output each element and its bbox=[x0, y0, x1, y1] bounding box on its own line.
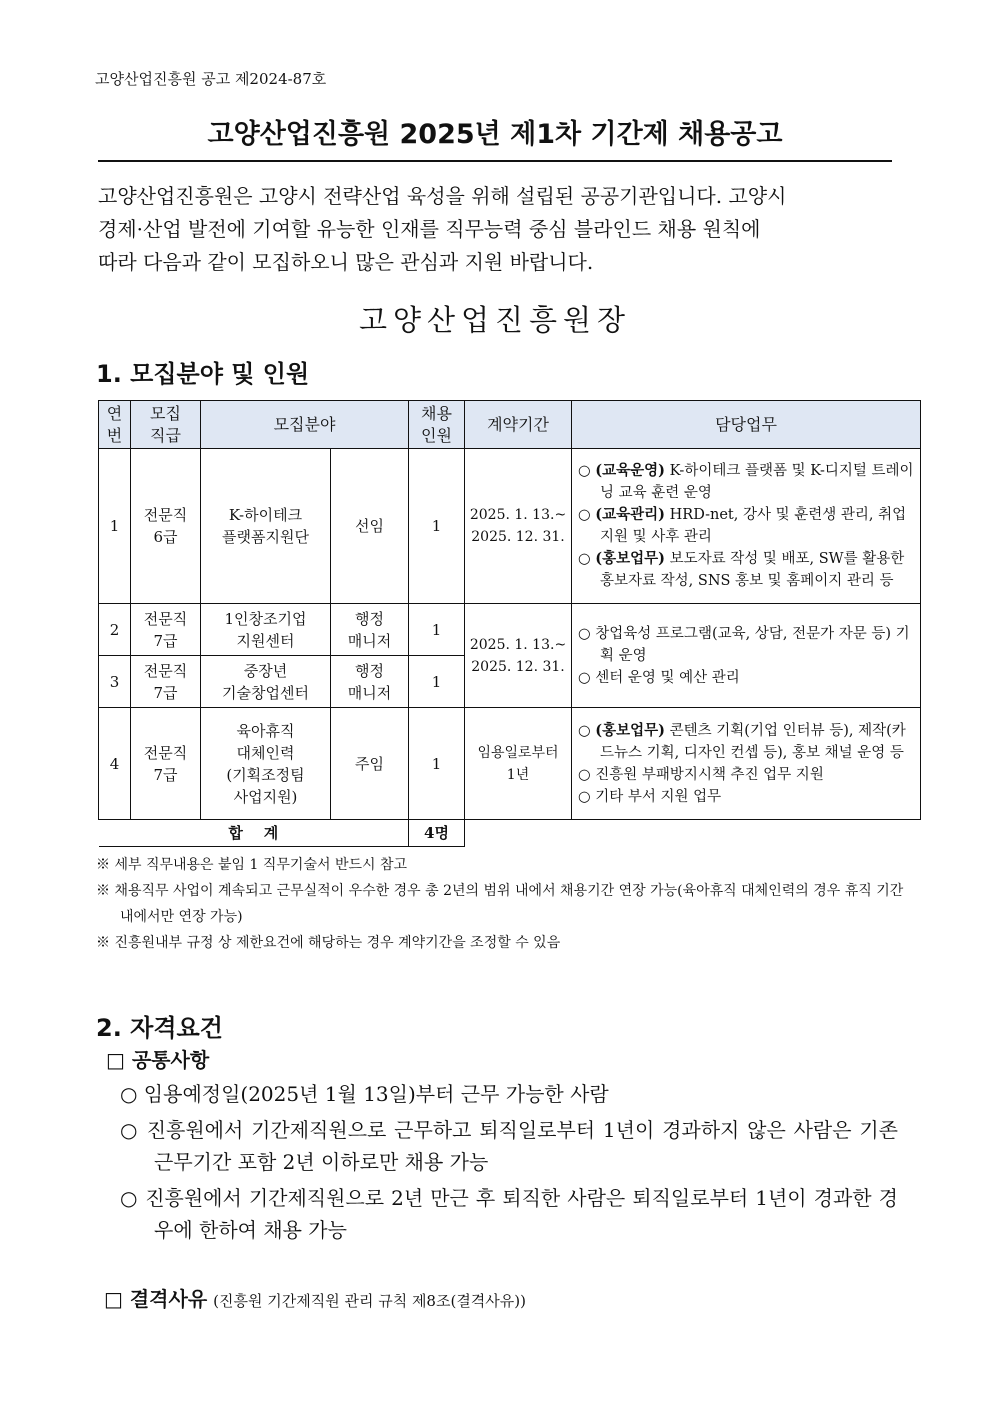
table-row bbox=[99, 604, 921, 656]
row-count: 1 bbox=[409, 708, 465, 820]
header-no: 연 번 bbox=[99, 401, 131, 449]
table-total-row bbox=[99, 820, 921, 847]
row-period: 2025. 1. 13.~ 2025. 12. 31. bbox=[465, 604, 572, 708]
intro-paragraph bbox=[98, 180, 896, 279]
intro-line: 고양산업진흥원은 고양시 전략산업 육성을 위해 설립된 공공기관입니다. 고양시 bbox=[98, 184, 787, 208]
row-dept: K-하이테크 플랫폼지원단 bbox=[201, 449, 331, 604]
total-label: 합 계 bbox=[99, 820, 409, 847]
table-row bbox=[99, 708, 921, 820]
row-grade: 전문직 7급 bbox=[131, 656, 201, 708]
duty-item: ○ 기타 부서 지원 업무 bbox=[578, 788, 722, 805]
row-no: 2 bbox=[99, 604, 131, 656]
header-count: 채용 인원 bbox=[409, 401, 465, 449]
note: ※ 세부 직무내용은 붙임 1 직무기술서 반드시 참고 bbox=[96, 857, 408, 873]
duty-item: ○ 진흥원 부패방지시책 추진 업무 지원 bbox=[578, 766, 824, 783]
intro-line: 경제·산업 발전에 기여할 유능한 인재를 직무능력 중심 블라인드 채용 원칙에 bbox=[98, 217, 761, 241]
common-requirements-heading: □ 공통사항 bbox=[106, 1048, 210, 1072]
signer: 고양산업진흥원장 bbox=[358, 303, 632, 337]
row-count: 1 bbox=[409, 656, 465, 708]
note: ※ 채용직무 사업이 계속되고 근무실적이 우수한 경우 총 2년의 범위 내에서 채용기간 연장 가능(육아휴직 대체인력의 경우 휴직 기간 내에서만 연장 가능) bbox=[96, 883, 904, 925]
table-header-row bbox=[99, 401, 921, 449]
row-duties bbox=[572, 604, 921, 708]
duty-item: ○ (교육운영) K-하이테크 플랫폼 및 K-디지털 트레이닝 교육 훈련 운영 bbox=[578, 462, 914, 501]
duty-item: ○ 센터 운영 및 예산 관리 bbox=[578, 669, 740, 686]
requirement-item: ○ 진흥원에서 기간제직원으로 근무하고 퇴직일로부터 1년이 경과하지 않은 사람은 기존 근무기간 포함 2년 이하로만 채용 가능 bbox=[120, 1118, 898, 1174]
duty-item: ○ (홍보업무) 콘텐츠 기획(기업 인터뷰 등), 제작(카드뉴스 기획, 디자인 컨셉 등), 홍보 채널 운영 등 bbox=[578, 721, 906, 761]
intro-line: 따라 다음과 같이 모집하오니 많은 관심과 지원 바랍니다. bbox=[98, 250, 594, 274]
row-duties bbox=[572, 449, 921, 604]
notice-number: 고양산업진흥원 공고 제2024-87호 bbox=[95, 70, 327, 88]
total-empty bbox=[465, 820, 921, 847]
row-no: 3 bbox=[99, 656, 131, 708]
row-dept: 중장년 기술창업센터 bbox=[201, 656, 331, 708]
row-no: 1 bbox=[99, 449, 131, 604]
row-role: 주임 bbox=[331, 708, 409, 820]
row-count: 1 bbox=[409, 449, 465, 604]
total-count: 4명 bbox=[409, 820, 465, 847]
note: ※ 진흥원내부 규정 상 제한요건에 해당하는 경우 계약기간을 조정할 수 있음 bbox=[96, 935, 561, 951]
row-grade: 전문직 7급 bbox=[131, 604, 201, 656]
row-role: 행정 매니저 bbox=[331, 656, 409, 708]
recruitment-table bbox=[98, 400, 921, 847]
row-dept: 1인창조기업 지원센터 bbox=[201, 604, 331, 656]
duty-item: ○ (교육관리) HRD-net, 강사 및 훈련생 관리, 취업 지원 및 사후 관리 bbox=[578, 506, 907, 545]
table-row bbox=[99, 449, 921, 604]
row-duties bbox=[572, 708, 921, 820]
header-field: 모집분야 bbox=[201, 401, 409, 449]
page-title: 고양산업진흥원 2025년 제1차 기간제 채용공고 bbox=[207, 119, 783, 150]
disqualification-title: □ 결격사유 bbox=[104, 1287, 208, 1311]
title-divider bbox=[98, 160, 892, 162]
section-1-title: 1. 모집분야 및 인원 bbox=[96, 360, 310, 388]
disqualification-reference: (진흥원 기간제직원 관리 규칙 제8조(결격사유)) bbox=[213, 1292, 526, 1310]
header-grade: 모집 직급 bbox=[131, 401, 201, 449]
row-count: 1 bbox=[409, 604, 465, 656]
row-dept: 육아휴직 대체인력 (기획조정팀 사업지원) bbox=[201, 708, 331, 820]
disqualification-heading bbox=[104, 1283, 526, 1312]
row-grade: 전문직 6급 bbox=[131, 449, 201, 604]
row-role: 행정 매니저 bbox=[331, 604, 409, 656]
row-role: 선임 bbox=[331, 449, 409, 604]
header-duty: 담당업무 bbox=[572, 401, 921, 449]
requirement-item: ○ 임용예정일(2025년 1월 13일)부터 근무 가능한 사람 bbox=[120, 1082, 609, 1106]
common-requirements-list bbox=[120, 1078, 898, 1250]
row-period: 임용일로부터 1년 bbox=[465, 708, 572, 820]
row-period: 2025. 1. 13.~ 2025. 12. 31. bbox=[465, 449, 572, 604]
row-grade: 전문직 7급 bbox=[131, 708, 201, 820]
duty-item: ○ (홍보업무) 보도자료 작성 및 배포, SW를 활용한 홍보자료 작성, SNS 홍보 및 홈페이지 관리 등 bbox=[578, 550, 905, 589]
header-period: 계약기간 bbox=[465, 401, 572, 449]
section-2-title: 2. 자격요건 bbox=[96, 1014, 223, 1042]
table-notes bbox=[96, 852, 916, 956]
row-no: 4 bbox=[99, 708, 131, 820]
duty-item: ○ 창업육성 프로그램(교육, 상담, 전문가 자문 등) 기획 운영 bbox=[578, 625, 910, 664]
requirement-item: ○ 진흥원에서 기간제직원으로 2년 만근 후 퇴직한 사람은 퇴직일로부터 1년이 경과한 경우에 한하여 채용 가능 bbox=[120, 1186, 898, 1242]
